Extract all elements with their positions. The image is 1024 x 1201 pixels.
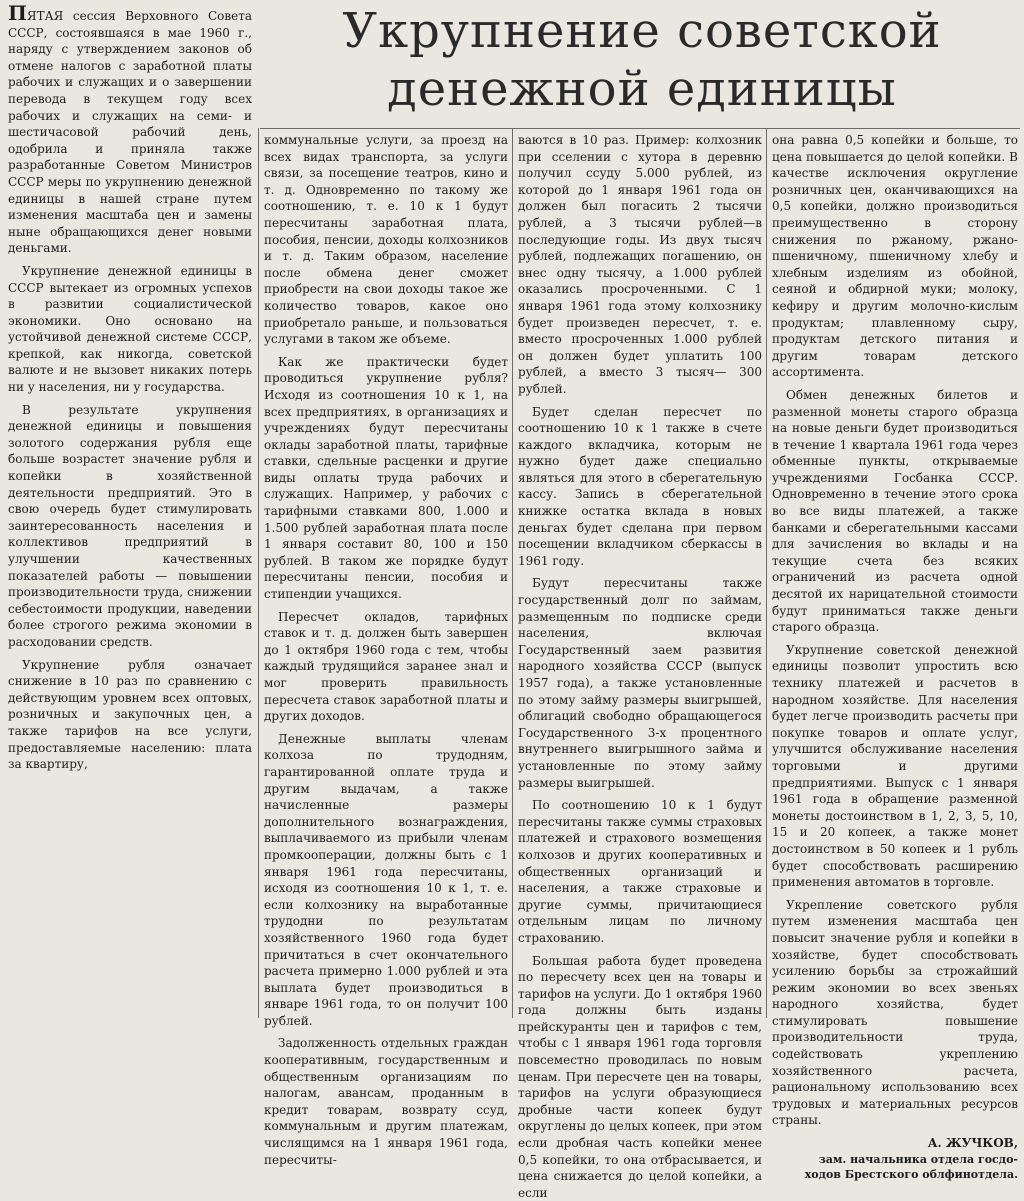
article-column-2	[264, 132, 508, 1016]
paragraph: В результате укрупнения денежной единицы и повышения золотого содержания рубля еще больше возрастет значение рубля и копейки в хозяйственной деятельности предприятий. Это в свою очередь будет стимулировать заинтересованность населения и коллективов предприятий в улучшении качественных показателей работы — повышении производительности труда, снижении себестоимости продукции, наведении более строгого режима экономии в расходовании средств.	[8, 402, 252, 651]
lead-paragraph	[8, 6, 252, 257]
paragraph-text: ЯТАЯ сессия Верховного Совета СССР, состоявшаяся в мае 1960 г., наряду с утверждением законов об отмене налогов с заработной платы рабочих и служащих и о завершении перевода в текущем году всех рабочих и служащих на семи- и шестичасовой рабочий день, одобрила и приняла также разработанные Советом Министров СССР меры по укрупнению денежной единицы в нашей стране путем изменения масштаба цен и замены ныне обращающихся денег новыми деньгами.	[8, 9, 252, 255]
headline-underline-rule	[260, 128, 1020, 129]
paragraph: коммунальные услуги, за проезд на всех видах транспорта, за услуги связи, за посещение театров, кино и т. д. Одновременно по такому же соотношению, т. е. 10 к 1 будут пересчитаны заработная плата, пособия, пенсии, доходы колхозников и т. д. Таким образом, население после обмена денег сможет приобрести на свои доходы такое же количество товаров, какое оно приобретало раньше, и пользоваться услугами в таком же объеме.	[264, 132, 508, 348]
column-divider	[258, 128, 259, 1018]
paragraph: По соотношению 10 к 1 будут пересчитаны также суммы страховых платежей и страхового возмещения колхозов и других кооперативных и общественных организаций и населения, а также страховые и другие суммы, причитающиеся отдельным лицам по личному страхованию.	[518, 797, 762, 946]
paragraph: Укрупнение советской денежной единицы позволит упростить всю технику платежей и расчетов в народном хозяйстве. Для населения будет легче производить расчеты при покупке товаров и оплате услуг, улучшится обслуживание населения торговыми и другими предприятиями. Выпуск с 1 января 1961 года в обращение разменной монеты достоинством в 1, 2, 3, 5, 10, 15 и 20 копеек, а также монет достоинством в 50 копеек и 1 рубль будет способствовать расширению применения автоматов в торговле.	[772, 642, 1018, 891]
drop-cap: П	[8, 1, 27, 25]
paragraph: Укрупнение рубля означает снижение в 10 раз по сравнению с действующим уровнем всех оптовых, розничных и закупочных цен, а также тарифов на все услуги, предоставляемые населению: плата за квартиру,	[8, 657, 252, 773]
headline-line-2: денежной единицы	[262, 60, 1022, 118]
article-headline	[262, 2, 1022, 118]
paragraph: Как же практически будет проводиться укрупнение рубля? Исходя из соотношения 10 к 1, на всех предприятиях, в организациях и учреждениях будут пересчитаны оклады заработной платы, тарифные ставки, сдельные расценки и другие виды оплаты труда рабочих и служащих. Например, у рабочих с тарифными ставками 800, 1.000 и 1.500 рублей заработная плата после 1 января составит 80, 100 и 150 рублей. В таком же порядке будут пересчитаны пенсии, пособия и стипендии учащихся.	[264, 354, 508, 603]
paragraph: Пересчет окладов, тарифных ставок и т. д. должен быть завершен до 1 октября 1960 года с тем, чтобы каждый трудящийся заранее знал и мог проверить правильность пересчета ставок заработной платы и других доходов.	[264, 609, 508, 725]
paragraph: Денежные выплаты членам колхоза по трудодням, гарантированной оплате труда и другим выдачам, а также начисленные размеры дополнительного вознаграждения, выплачиваемого из прибыли членам промкооперации, должны быть с 1 января 1961 года пересчитаны, исходя из соотношения 10 к 1, т. е. если колхознику на выработанные трудодни по результатам хозяйственного 1960 года будет причитаться в счет окончательного расчета примерно 1.000 рублей и эта выплата будет производиться в январе 1961 года, то он получит 100 рублей.	[264, 731, 508, 1030]
paragraph: Будут пересчитаны также государственный долг по займам, размещенным по подписке среди населения, включая Государственный заем развития народного хозяйства СССР (выпуск 1957 года), а также установленные по этому займу размеры выигрышей, облигаций свободно обращающегося Государственного 3-х процентного внутреннего выигрышного займа и установленные по этому займу размеры выигрышей.	[518, 575, 762, 791]
column-divider	[766, 128, 767, 1018]
paragraph: она равна 0,5 копейки и больше, то цена повышается до целой копейки. В качестве исключения округление розничных цен, оканчивающихся на 0,5 копейки, должно производиться преимущественно в сторону снижения по ржаному, ржано-пшеничному, пшеничному хлебу и хлебным изделиям из обойной, сеяной и обдирной муки; молоку, кефиру и другим молочно-кислым продуктам; плавленному сыру, продуктам детского питания и другим товарам детского ассортимента.	[772, 132, 1018, 381]
article-column-4	[772, 132, 1018, 1016]
paragraph: ваются в 10 раз. Пример: колхозник при сселении с хутора в деревню получил ссуду 5.000 рублей, из которой до 1 января 1961 года он должен был погасить 2 тысячи рублей, а 3 тысячи рублей—в последующие годы. Из двух тысяч рублей, подлежащих погашению, он внес одну тысячу, а 1.000 рублей оказались просроченными. С 1 января 1961 года этому колхознику будет произведен пересчет, т. е. вместо просроченных 1.000 рублей он должен будет уплатить 100 рублей, а вместо 3 тысяч— 300 рублей.	[518, 132, 762, 398]
article-column-1	[8, 6, 252, 666]
author-position-line-1: зам. начальника отдела госдо-	[772, 1152, 1018, 1167]
paragraph: Будет сделан пересчет по соотношению 10 к 1 также в счете каждого вкладчика, которым не нужно будет даже специально являться для этого в сберегательную кассу. Запись в сберегательной книжке остатка вклада в новых деньгах будет сделана при первом посещении вкладчиком сберкассы в 1961 году.	[518, 404, 762, 570]
author-signature: А. ЖУЧКОВ,	[772, 1135, 1018, 1152]
paragraph: Обмен денежных билетов и разменной монеты старого образца на новые деньги будет производиться в течение 1 квартала 1961 года через обменные пункты, открываемые учреждениями Госбанка СССР. Одновременно в течение этого срока во все виды платежей, а также банками и сберегательными кассами для зачисления во вклады и на текущие счета без всяких ограничений из расчета одной десятой их нарицательной стоимости будут приниматься также деньги старого образца.	[772, 387, 1018, 636]
paragraph: Задолженность отдельных граждан кооперативным, государственным и общественным организациям по налогам, авансам, проданным в кредит товарам, возврату ссуд, коммунальным и другим платежам, числящимся на 1 января 1961 года, пересчиты-	[264, 1035, 508, 1168]
headline-line-1: Укрупнение советской	[262, 2, 1022, 60]
paragraph: Большая работа будет проведена по пересчету всех цен на товары и тарифов на услуги. До 1 октября 1960 года должны быть изданы прейскуранты цен и тарифов с тем, чтобы с 1 января 1961 года торговля повсеместно проводилась по новым ценам. При пересчете цен на товары, тарифов на услуги образующиеся дробные части копеек будут округлены до целых копеек, при этом если дробная часть копейки менее 0,5 копейки, то она отбрасывается, и цена снижается до целой копейки, а если	[518, 953, 762, 1201]
column-divider	[512, 128, 513, 1018]
article-column-3	[518, 132, 762, 1016]
author-position-line-2: ходов Брестского облфинотдела.	[772, 1167, 1018, 1182]
paragraph: Укрепление советского рубля путем изменения масштаба цен повысит значение рубля и копейки в хозяйстве, будет способствовать усилению борьбы за строжайший режим экономии во всех звеньях народного хозяйства, будет стимулировать повышение производительности труда, содействовать укреплению хозяйственного расчета, рациональному использованию всех трудовых и материальных ресурсов страны.	[772, 897, 1018, 1129]
paragraph: Укрупнение денежной единицы в СССР вытекает из огромных успехов в развитии социалистической экономики. Оно основано на устойчивой денежной системе СССР, крепкой, как никогда, советской валюте и не вызовет никаких потерь ни у населения, ни у государства.	[8, 263, 252, 396]
